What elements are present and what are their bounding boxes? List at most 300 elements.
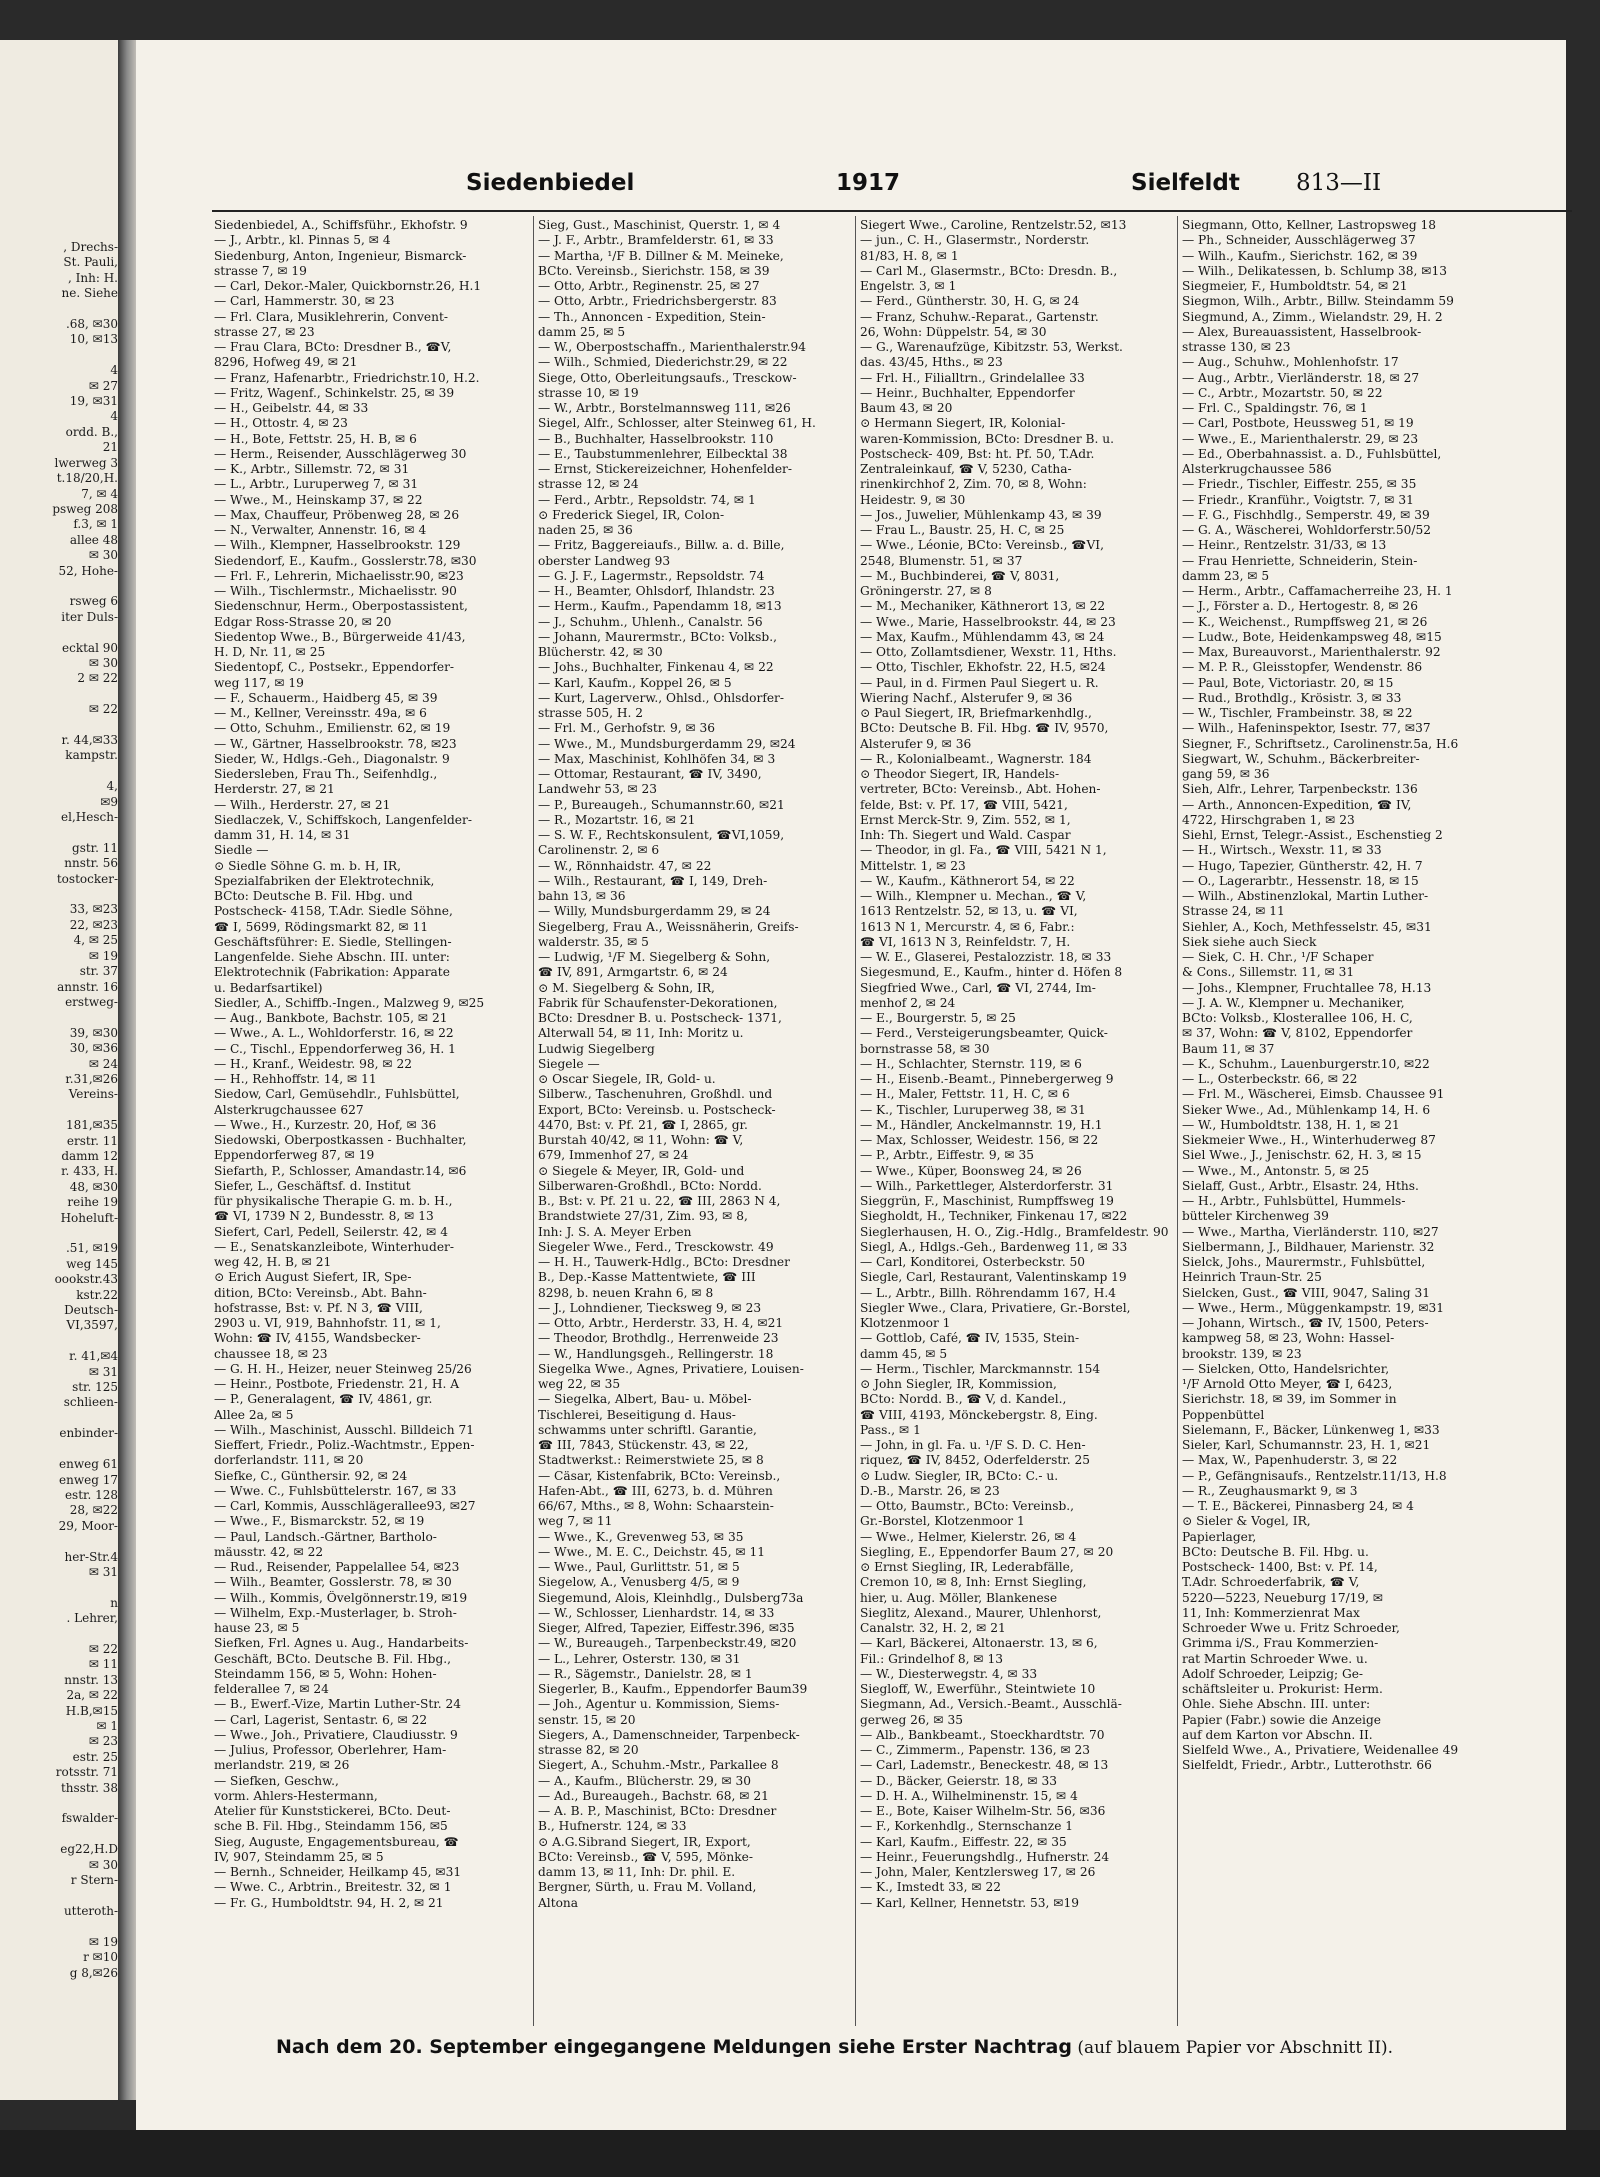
- directory-entry-line: Siegert, A., Schuhm.-Mstr., Parkallee 8: [538, 1758, 779, 1773]
- directory-entry-line: Siedlaczek, V., Schiffskoch, Langenfelder-: [214, 812, 472, 827]
- directory-entry-line: — Max, Chauffeur, Pröbenweg 28, ✉ 26: [214, 507, 460, 522]
- directory-entry-line: — Wwe., A. L., Wohldorferstr. 16, ✉ 22: [214, 1026, 454, 1041]
- directory-entry-line: — Karl, Kaufm., Koppel 26, ✉ 5: [538, 675, 732, 690]
- directory-entry-line: — Karl, Kaufm., Eiffestr. 22, ✉ 35: [860, 1834, 1067, 1849]
- left-page-fragment: 2 ✉ 22: [77, 671, 118, 686]
- left-page-fragment: 4: [110, 409, 118, 424]
- directory-entry-line: ⊙ Hermann Siegert, IR, Kolonial-: [860, 416, 1066, 431]
- directory-entry-line: — H., Maler, Fettstr. 11, H. C, ✉ 6: [860, 1087, 1070, 1102]
- directory-entry-line: 8296, Hofweg 49, ✉ 21: [214, 355, 358, 370]
- directory-entry-line: — J., Förster a. D., Hertogestr. 8, ✉ 26: [1182, 599, 1419, 614]
- directory-entry-line: — Carl, Hammerstr. 30, ✉ 23: [214, 294, 395, 309]
- directory-entry-line: — Theodor, Brothdlg., Herrenweide 23: [538, 1331, 779, 1346]
- directory-entry-line: Sieg, Auguste, Engagementsbureau, ☎: [214, 1834, 459, 1849]
- directory-entry-line: damm 31, H. 14, ✉ 31: [214, 828, 351, 842]
- directory-entry-line: Siefert, Carl, Pedell, Seilerstr. 42, ✉ 4: [214, 1224, 449, 1239]
- directory-entry-line: — Willy, Mundsburgerdamm 29, ✉ 24: [538, 904, 771, 919]
- directory-entry-line: strasse 505, H. 2: [538, 706, 643, 720]
- directory-entry-line: — Wilh., Klempner u. Mechan., ☎ V,: [860, 889, 1087, 903]
- left-page-fragment: Deutsch-: [64, 1303, 118, 1318]
- directory-entry-line: — Rud., Reisender, Pappelallee 54, ✉23: [214, 1560, 460, 1574]
- left-page-fragment: [0, 579, 118, 594]
- directory-entry-line: — Carl, Konditorei, Osterbeckstr. 50: [860, 1255, 1086, 1269]
- left-page-fragment: ✉ 30: [88, 548, 118, 563]
- directory-entry-line: Siegling, E., Eppendorfer Baum 27, ✉ 20: [860, 1544, 1114, 1559]
- left-page-fragment: [0, 825, 118, 840]
- directory-entry-line: felde, Bst: v. Pf. 17, ☎ VIII, 5421,: [860, 797, 1068, 812]
- directory-entry-line: Siegmon, Wilh., Arbtr., Billw. Steindamm 59: [1182, 294, 1454, 309]
- directory-entry-line: — Fritz, Baggereiaufs., Billw. a. d. Bille,: [538, 538, 785, 553]
- directory-entry-line: — Carl, Kommis, Ausschlägerallee93, ✉27: [214, 1499, 476, 1513]
- directory-entry-line: — R., Kolonialbeamt., Wagnerstr. 184: [860, 751, 1092, 766]
- left-page-fragment: [0, 1580, 118, 1595]
- directory-entry-line: — Carl, Dekor.-Maler, Quickbornstr.26, H.1: [214, 279, 482, 293]
- left-page-fragment: enbinder-: [59, 1426, 118, 1441]
- directory-entry-line: — Max, W., Papenhuderstr. 3, ✉ 22: [1182, 1453, 1398, 1468]
- directory-entry-line: Siegeler Wwe., Ferd., Tresckowstr. 49: [538, 1239, 774, 1254]
- directory-entry-line: damm 13, ✉ 11, Inh: Dr. phil. E.: [538, 1865, 736, 1879]
- directory-entry-line: — Otto, Baumstr., BCto: Vereinsb.,: [860, 1499, 1075, 1513]
- directory-entry-line: Klotzenmoor 1: [860, 1316, 951, 1330]
- directory-entry-line: — W. E., Glaserei, Pestalozzistr. 18, ✉ 33: [860, 950, 1112, 964]
- directory-entry-line: Elektrotechnik (Fabrikation: Apparate: [214, 965, 450, 980]
- directory-column-1: [214, 218, 524, 1911]
- directory-entry-line: ⊙ Erich August Siefert, IR, Spe-: [214, 1270, 412, 1285]
- directory-entry-line: — Frau Clara, BCto: Dresdner B., ☎V,: [214, 340, 452, 354]
- directory-entry-line: Siegerler, B., Kaufm., Eppendorfer Baum39: [538, 1682, 808, 1696]
- directory-entry-line: — S. W. F., Rechtskonsulent, ☎VI,1059,: [538, 828, 785, 842]
- directory-entry-line: — Ferd., Güntherstr. 30, H. G, ✉ 24: [860, 294, 1080, 309]
- directory-entry-line: — Ed., Oberbahnassist. a. D., Fuhlsbüttel,: [1182, 446, 1442, 461]
- directory-entry-line: — B., Buchhalter, Hasselbrookstr. 110: [538, 431, 774, 446]
- directory-entry-line: weg 42, H. B, ✉ 21: [214, 1255, 332, 1269]
- directory-entry-line: — M., Kellner, Vereinsstr. 49a, ✉ 6: [214, 706, 427, 720]
- left-page-fragment: ✉ 1: [96, 1719, 118, 1733]
- directory-entry-line: — F. G., Fischhdlg., Semperstr. 49, ✉ 39: [1182, 507, 1430, 522]
- directory-entry-line: ☎ I, 5699, Rödingsmarkt 82, ✉ 11: [214, 919, 429, 934]
- left-page-fragment: kstr.22: [76, 1287, 118, 1302]
- directory-entry-line: Allee 2a, ✉ 5: [214, 1407, 294, 1422]
- directory-entry-line: — Wwe., Paul, Gurlittstr. 51, ✉ 5: [538, 1560, 740, 1574]
- directory-entry-line: — D., Bäcker, Geierstr. 18, ✉ 33: [860, 1773, 1058, 1788]
- header-year: 1917: [836, 170, 901, 196]
- directory-entry-line: Edgar Ross-Strasse 20, ✉ 20: [214, 614, 392, 629]
- directory-entry-line: — Wwe., Joh., Privatiere, Claudiusstr. 9: [214, 1727, 458, 1742]
- directory-entry-line: — Ludw., Bote, Heidenkampsweg 48, ✉15: [1182, 629, 1442, 644]
- directory-entry-line: ✉ 37, Wohn: ☎ V, 8102, Eppendorfer: [1182, 1026, 1413, 1041]
- directory-entry-line: — Wwe., Marie, Hasselbrookstr. 44, ✉ 23: [860, 614, 1116, 629]
- directory-entry-line: — Th., Annoncen - Expedition, Stein-: [538, 309, 766, 324]
- directory-entry-line: — K., Schuhm., Lauenburgerstr.10, ✉22: [1182, 1056, 1430, 1071]
- directory-entry-line: — Wilh., Hafeninspektor, Isestr. 77, ✉37: [1182, 721, 1431, 736]
- left-page-fragment: [0, 348, 118, 363]
- directory-entry-line: — Max, Schlosser, Weidestr. 156, ✉ 22: [860, 1133, 1099, 1147]
- left-page-fragment: VI,3597,: [66, 1318, 118, 1333]
- left-page-fragment: ordd. B.,: [65, 424, 118, 439]
- directory-entry-line: — Wwe., M., Heinskamp 37, ✉ 22: [214, 492, 423, 507]
- directory-entry-line: — G. A., Wäscherei, Wohldorferstr.50/52: [1182, 523, 1432, 537]
- directory-entry-line: — Aug., Schuhw., Mohlenhofstr. 17: [1182, 355, 1399, 370]
- directory-entry-line: hause 23, ✉ 5: [214, 1621, 300, 1635]
- left-page-fragment: eg22,H.D: [60, 1842, 118, 1857]
- directory-entry-line: ☎ VIII, 4193, Mönckebergstr. 8, Eing.: [860, 1407, 1098, 1422]
- directory-entry-line: Sielcken, Gust., ☎ VIII, 9047, Saling 31: [1182, 1285, 1430, 1300]
- left-page-fragment: estr. 25: [72, 1749, 118, 1764]
- footer-text-2: eingegangene Meldungen siehe Erster Nachtrag: [547, 2036, 1072, 2058]
- left-page-fragment: 29, Moor-: [58, 1518, 118, 1533]
- directory-entry-line: D.-B., Marstr. 26, ✉ 23: [860, 1483, 1000, 1498]
- directory-entry-line: — Bernh., Schneider, Heilkamp 45, ✉31: [214, 1865, 462, 1879]
- directory-entry-line: BCto: Deutsche B. Fil. Hbg. und: [214, 889, 413, 903]
- directory-entry-line: — Otto, Schuhm., Emilienstr. 62, ✉ 19: [214, 721, 451, 736]
- directory-entry-line: Siegl, A., Hdlgs.-Geh., Bardenweg 11, ✉ 33: [860, 1239, 1128, 1254]
- directory-entry-line: — W., Diesterwegstr. 4, ✉ 33: [860, 1666, 1038, 1681]
- directory-entry-line: für physikalische Therapie G. m. b. H.,: [214, 1194, 453, 1208]
- left-page-fragment: [0, 1888, 118, 1903]
- directory-entry-line: — H., Eisenb.-Beamt., Pinnebergerweg 9: [860, 1072, 1114, 1086]
- left-page-fragment: iter Duls-: [61, 609, 118, 624]
- left-page-fragment: 4: [110, 363, 118, 378]
- directory-entry-line: — W., Handlungsgeh., Rellingerstr. 18: [538, 1346, 774, 1361]
- left-page-fragment: ✉ 19: [88, 1934, 118, 1949]
- directory-entry-line: — Carl, Lademstr., Beneckestr. 48, ✉ 13: [860, 1758, 1109, 1773]
- directory-entry-line: ⊙ M. Siegelberg & Sohn, IR,: [538, 980, 715, 995]
- directory-entry-line: — Herm., Kaufm., Papendamm 18, ✉13: [538, 599, 782, 614]
- directory-column-4: [1182, 218, 1492, 1774]
- directory-entry-line: — Frau Henriette, Schneiderin, Stein-: [1182, 553, 1418, 568]
- directory-entry-line: Siegelka Wwe., Agnes, Privatiere, Louisen-: [538, 1361, 804, 1376]
- directory-entry-line: senstr. 15, ✉ 20: [538, 1712, 636, 1727]
- directory-entry-line: — R., Mozartstr. 16, ✉ 21: [538, 812, 696, 827]
- left-page-fragment: f.3, ✉ 1: [73, 517, 118, 532]
- directory-entry-line: Sielaff, Gust., Arbtr., Elsastr. 24, Hths.: [1182, 1178, 1419, 1193]
- directory-entry-line: Ernst Merck-Str. 9, Zim. 552, ✉ 1,: [860, 812, 1071, 827]
- directory-entry-line: Ludwig Siegelberg: [538, 1041, 655, 1056]
- directory-entry-line: Geschäftsführer: E. Siedle, Stellingen-: [214, 934, 452, 949]
- directory-entry-line: Brandstwiete 27/31, Zim. 93, ✉ 8,: [538, 1209, 748, 1224]
- left-page-fragment: [0, 1103, 118, 1118]
- left-page-fragment: rsweg 6: [69, 594, 118, 609]
- directory-entry-line: — M., Händler, Anckelmannstr. 19, H.1: [860, 1117, 1103, 1132]
- directory-entry-line: ⊙ Sieler & Vogel, IR,: [1182, 1514, 1311, 1529]
- directory-entry-line: strasse 27, ✉ 23: [214, 324, 315, 339]
- directory-entry-line: — John, in gl. Fa. u. ¹/F S. D. C. Hen-: [860, 1438, 1086, 1452]
- directory-entry-line: — Otto, Arbtr., Friedrichsbergerstr. 83: [538, 294, 777, 309]
- directory-entry-line: — Ludwig, ¹/F M. Siegelberg & Sohn,: [538, 950, 771, 964]
- left-page-fragment: r. 41,✉4: [69, 1349, 118, 1364]
- directory-entry-line: strasse 12, ✉ 24: [538, 477, 639, 492]
- left-page-fragment: .51, ✉19: [65, 1241, 118, 1256]
- directory-entry-line: — Otto, Arbtr., Reginenstr. 25, ✉ 27: [538, 279, 760, 293]
- directory-entry-line: — H., Kranf., Weidestr. 98, ✉ 22: [214, 1056, 412, 1071]
- left-page-fragment: ✉ 31: [88, 1564, 118, 1579]
- directory-entry-line: Eppendorferweg 87, ✉ 19: [214, 1148, 375, 1163]
- directory-entry-line: — Wilhelm, Exp.-Musterlager, b. Stroh-: [214, 1605, 457, 1620]
- left-page-fragment: erstweg-: [65, 994, 118, 1009]
- directory-entry-line: — W., Arbtr., Borstelmannsweg 111, ✉26: [538, 401, 791, 415]
- left-page-fragment: 22, ✉23: [69, 917, 118, 932]
- directory-entry-line: Siefarth, P., Schlosser, Amandastr.14, ✉6: [214, 1163, 467, 1178]
- directory-entry-line: — Johann, Wirtsch., ☎ IV, 1500, Peters-: [1182, 1316, 1429, 1330]
- directory-entry-line: Siegle, Carl, Restaurant, Valentinskamp 19: [860, 1270, 1127, 1285]
- directory-entry-line: Postscheck- 4158, T.Adr. Siedle Söhne,: [214, 904, 453, 919]
- left-page-fragment: 48, ✉30: [69, 1179, 118, 1194]
- left-page-fragment: n: [110, 1595, 118, 1610]
- directory-entry-line: B., Hufnerstr. 124, ✉ 33: [538, 1819, 687, 1834]
- left-page-fragment: 2a, ✉ 22: [66, 1688, 118, 1703]
- left-page-fragment: [0, 625, 118, 640]
- directory-entry-line: — Jos., Juwelier, Mühlenkamp 43, ✉ 39: [860, 507, 1102, 522]
- directory-entry-line: ⊙ Ernst Siegling, IR, Lederabfälle,: [860, 1560, 1074, 1574]
- directory-entry-line: — Wilh., Delikatessen, b. Schlump 38, ✉13: [1182, 263, 1448, 278]
- left-page-fragment: allee 48: [69, 532, 118, 547]
- left-page-fragment: her-Str.4: [64, 1549, 118, 1564]
- directory-entry-line: menhof 2, ✉ 24: [860, 995, 956, 1010]
- directory-entry-line: — Wwe., Herm., Müggenkampstr. 19, ✉31: [1182, 1300, 1445, 1315]
- directory-entry-line: — Hugo, Tapezier, Güntherstr. 42, H. 7: [1182, 858, 1423, 873]
- left-page-fragment: Hoheluft-: [60, 1210, 118, 1225]
- directory-entry-line: — P., Arbtr., Eiffestr. 9, ✉ 35: [860, 1148, 1034, 1163]
- directory-entry-line: Sieh, Alfr., Lehrer, Tarpenbeckstr. 136: [1182, 782, 1418, 797]
- left-page-fragment: el,Hesch-: [61, 810, 118, 825]
- directory-entry-line: ⊙ Frederick Siegel, IR, Colon-: [538, 507, 725, 522]
- directory-entry-line: hofstrasse, Bst: v. Pf. N 3, ☎ VIII,: [214, 1300, 423, 1315]
- directory-entry-line: — L., Lehrer, Osterstr. 130, ✉ 31: [538, 1651, 741, 1666]
- directory-entry-line: Siefer, L., Geschäftsf. d. Institut: [214, 1178, 411, 1193]
- directory-entry-line: — C., Tischl., Eppendorferweg 36, H. 1: [214, 1041, 456, 1056]
- directory-entry-line: Grimma i/S., Frau Kommerzien-: [1182, 1636, 1379, 1651]
- left-page-fragment: ✉ 24: [88, 1056, 118, 1071]
- directory-entry-line: Siehl, Ernst, Telegr.-Assist., Eschenstieg 2: [1182, 828, 1443, 842]
- directory-entry-line: B., Bst: v. Pf. 21 u. 22, ☎ III, 2863 N 4,: [538, 1194, 781, 1208]
- directory-entry-line: — H., Rehhoffstr. 14, ✉ 11: [214, 1072, 377, 1086]
- directory-entry-line: — Wwe., Küper, Boonsweg 24, ✉ 26: [860, 1163, 1082, 1178]
- footer-tail: (auf blauem Papier vor Abschnitt II).: [1071, 2038, 1394, 2058]
- directory-entry-line: BCto: Dresdner B. u. Postscheck- 1371,: [538, 1011, 782, 1025]
- directory-entry-line: Sieker Wwe., Ad., Mühlenkamp 14, H. 6: [1182, 1102, 1431, 1117]
- directory-entry-line: vertreter, BCto: Vereinsb., Abt. Hohen-: [860, 782, 1101, 797]
- left-page-fragment: damm 12: [61, 1148, 118, 1163]
- directory-entry-line: — Wwe. C., Arbtrin., Breitestr. 32, ✉ 1: [214, 1880, 452, 1895]
- left-page-fragment: [0, 887, 118, 902]
- directory-entry-line: ☎ VI, 1613 N 3, Reinfeldstr. 7, H.: [860, 934, 1071, 949]
- directory-entry-line: schwamms unter schriftl. Garantie,: [538, 1422, 757, 1437]
- directory-entry-line: 1613 Rentzelstr. 52, ✉ 13, u. ☎ VI,: [860, 904, 1078, 919]
- directory-entry-line: — Wwe., M., Mundsburgerdamm 29, ✉24: [538, 736, 796, 751]
- left-page-fragment: [0, 1919, 118, 1934]
- directory-entry-line: Heidestr. 9, ✉ 30: [860, 492, 966, 507]
- directory-entry-line: — Franz, Hafenarbtr., Friedrichstr.10, H.2.: [214, 370, 480, 385]
- directory-entry-line: waren-Kommission, BCto: Dresdner B. u.: [860, 431, 1114, 446]
- directory-entry-line: — Wilh., Maschinist, Ausschl. Billdeich 71: [214, 1422, 474, 1437]
- directory-entry-line: Gr.-Borstel, Klotzenmoor 1: [860, 1514, 1025, 1529]
- directory-entry-line: — Max, Kaufm., Mühlendamm 43, ✉ 24: [860, 629, 1105, 644]
- directory-entry-line: — K., Imstedt 33, ✉ 22: [860, 1880, 1001, 1895]
- column-divider: [533, 216, 534, 2026]
- directory-entry-line: Herderstr. 27, ✉ 21: [214, 782, 335, 797]
- directory-entry-line: — Wilh., Herderstr. 27, ✉ 21: [214, 797, 391, 812]
- directory-entry-line: — W., Rönnhaidstr. 47, ✉ 22: [538, 858, 712, 873]
- left-page-fragment: .68, ✉30: [65, 317, 118, 332]
- directory-entry-line: 26, Wohn: Düppelstr. 54, ✉ 30: [860, 324, 1047, 339]
- directory-entry-line: Zentraleinkauf, ☎ V, 5230, Catha-: [860, 462, 1072, 476]
- directory-entry-line: weg 7, ✉ 11: [538, 1514, 613, 1529]
- directory-entry-line: — Ferd., Versteigerungsbeamter, Quick-: [860, 1026, 1108, 1041]
- left-page-fragment: 21: [102, 440, 118, 455]
- directory-entry-line: Sielemann, F., Bäcker, Lünkenweg 1, ✉33: [1182, 1422, 1440, 1437]
- directory-entry-line: — Heinr., Buchhalter, Eppendorfer: [860, 385, 1075, 400]
- directory-entry-line: Papierlager,: [1182, 1529, 1257, 1544]
- directory-entry-line: Siefke, C., Günthersir. 92, ✉ 24: [214, 1468, 408, 1483]
- directory-entry-line: — Ph., Schneider, Ausschlägerweg 37: [1182, 233, 1416, 248]
- directory-entry-line: — J. F., Arbtr., Bramfelderstr. 61, ✉ 33: [538, 233, 774, 248]
- directory-entry-line: Siedenbiedel, A., Schiffsführ., Ekhofstr. 9: [214, 218, 468, 232]
- directory-entry-line: — P., Generalagent, ☎ IV, 4861, gr.: [214, 1392, 433, 1407]
- directory-entry-line: Siegers, A., Damenschneider, Tarpenbeck-: [538, 1727, 800, 1742]
- directory-entry-line: — Ernst, Stickereizeichner, Hohenfelder-: [538, 462, 792, 476]
- directory-entry-line: Siedendorf, E., Kaufm., Gosslerstr.78, ✉30: [214, 553, 477, 568]
- directory-entry-line: Sieger, Alfred, Tapezier, Eiffestr.396, ✉35: [538, 1621, 795, 1635]
- directory-entry-line: Siegmeier, F., Humboldtstr. 54, ✉ 21: [1182, 279, 1408, 293]
- directory-entry-line: Sierichstr. 18, ✉ 39, im Sommer in: [1182, 1392, 1397, 1407]
- left-page-fragment: utteroth-: [63, 1903, 118, 1918]
- directory-entry-line: Schroeder Wwe u. Fritz Schroeder,: [1182, 1621, 1400, 1635]
- directory-entry-line: Sielfeldt, Friedr., Arbtr., Lutterothstr. 66: [1182, 1758, 1432, 1773]
- left-page-fragment: r ✉10: [83, 1950, 118, 1965]
- directory-entry-line: IV, 907, Steindamm 25, ✉ 5: [214, 1849, 384, 1864]
- directory-entry-line: — Frl. Clara, Musiklehrerin, Convent-: [214, 309, 448, 324]
- directory-entry-line: u. Bedarfsartikel): [214, 980, 323, 995]
- directory-entry-line: — Heinr., Postbote, Friedenstr. 21, H. A: [214, 1377, 460, 1391]
- directory-entry-line: Hafen-Abt., ☎ III, 6273, b. d. Mühren: [538, 1483, 773, 1498]
- left-page-fragment: ✉ 30: [88, 1857, 118, 1872]
- scan-background: [0, 2130, 1600, 2177]
- directory-entry-line: kampweg 58, ✉ 23, Wohn: Hassel-: [1182, 1331, 1395, 1346]
- directory-entry-line: — Max, Bureauvorst., Marienthalerstr. 92: [1182, 645, 1441, 659]
- left-page-fragment: psweg 208: [52, 501, 118, 516]
- left-page-fragment: [0, 1796, 118, 1811]
- directory-entry-line: — Ad., Bureaugeh., Bachstr. 68, ✉ 21: [538, 1788, 769, 1803]
- left-page-fragment: St. Pauli,: [63, 255, 118, 270]
- directory-entry-line: Engelstr. 3, ✉ 1: [860, 279, 957, 293]
- left-page-fragment: tostocker-: [56, 871, 118, 886]
- directory-entry-line: — Cäsar, Kistenfabrik, BCto: Vereinsb.,: [538, 1468, 781, 1483]
- directory-entry-line: Atelier für Kunststickerei, BCto. Deut-: [214, 1804, 451, 1818]
- directory-entry-line: — L., Osterbeckstr. 66, ✉ 22: [1182, 1072, 1358, 1086]
- directory-entry-line: rat Martin Schroeder Wwe. u.: [1182, 1651, 1368, 1666]
- directory-entry-line: — Wwe., M. E. C., Deichstr. 45, ✉ 11: [538, 1544, 766, 1559]
- directory-entry-line: Siegfried Wwe., Carl, ☎ VI, 2744, Im-: [860, 980, 1096, 995]
- directory-entry-line: — P., Bureaugeh., Schumannstr.60, ✉21: [538, 797, 785, 812]
- directory-entry-line: — O., Lagerarbtr., Hessenstr. 18, ✉ 15: [1182, 873, 1419, 888]
- directory-entry-line: bütteler Kirchenweg 39: [1182, 1209, 1329, 1224]
- left-page-fragment: [0, 1411, 118, 1426]
- left-page-fragment: 28, ✉22: [69, 1503, 118, 1518]
- directory-entry-line: 4722, Hirschgraben 1, ✉ 23: [1182, 812, 1355, 827]
- directory-entry-line: Strasse 24, ✉ 11: [1182, 904, 1285, 919]
- left-page-fragment: 30, ✉36: [69, 1041, 118, 1056]
- directory-entry-line: rinenkirchhof 2, Zim. 70, ✉ 8, Wohn:: [860, 477, 1087, 492]
- directory-entry-line: — Ottomar, Restaurant, ☎ IV, 3490,: [538, 767, 762, 781]
- left-page-fragment: ✉ 23: [88, 1734, 118, 1749]
- directory-entry-line: strasse 10, ✉ 19: [538, 385, 639, 400]
- directory-entry-line: Sielbermann, J., Bildhauer, Marienstr. 32: [1182, 1239, 1435, 1254]
- directory-entry-line: — Wilh., Beamter, Gosslerstr. 78, ✉ 30: [214, 1575, 452, 1590]
- directory-entry-line: & Cons., Sillemstr. 11, ✉ 31: [1182, 965, 1355, 980]
- directory-entry-line: Baum 43, ✉ 20: [860, 401, 953, 415]
- directory-entry-line: — E., Bote, Kaiser Wilhelm-Str. 56, ✉36: [860, 1804, 1106, 1818]
- directory-entry-line: gerweg 26, ✉ 35: [860, 1712, 964, 1727]
- directory-entry-line: — H., Schlachter, Sternstr. 119, ✉ 6: [860, 1056, 1082, 1071]
- directory-entry-line: Siegmann, Ad., Versich.-Beamt., Ausschlä-: [860, 1697, 1122, 1712]
- directory-entry-line: — W., Bureaugeh., Tarpenbeckstr.49, ✉20: [538, 1636, 797, 1651]
- directory-entry-line: Silberw., Taschenuhren, Großhdl. und: [538, 1087, 773, 1102]
- left-page-fragment: thsstr. 38: [60, 1780, 118, 1795]
- directory-entry-line: Steindamm 156, ✉ 5, Wohn: Hohen-: [214, 1666, 437, 1681]
- directory-entry-line: hier, u. Aug. Möller, Blankenese: [860, 1590, 1058, 1605]
- directory-entry-line: schäftsleiter u. Prokurist: Herm.: [1182, 1682, 1383, 1696]
- left-page-fragment: 19, ✉31: [69, 394, 118, 409]
- left-page-fragment: str. 37: [79, 964, 118, 979]
- column-divider: [855, 216, 856, 2026]
- left-page-fragment: ✉ 11: [88, 1657, 118, 1672]
- directory-entry-line: Siegesmund, E., Kaufm., hinter d. Höfen 8: [860, 965, 1123, 980]
- directory-entry-line: — Heinr., Feuerungshdlg., Hufnerstr. 24: [860, 1849, 1110, 1864]
- directory-entry-line: — Paul, Landsch.-Gärtner, Bartholo-: [214, 1529, 437, 1544]
- directory-entry-line: — Frl. C., Spaldingstr. 76, ✉ 1: [1182, 401, 1368, 415]
- left-page-fragment: r Stern-: [70, 1873, 118, 1888]
- directory-entry-line: Fil.: Grindelhof 8, ✉ 13: [860, 1651, 1003, 1666]
- directory-entry-line: Siedentopf, C., Postsekr., Eppendorfer-: [214, 660, 455, 675]
- directory-entry-line: — P., Gefängnisaufs., Rentzelstr.11/13, H.8: [1182, 1468, 1447, 1483]
- directory-entry-line: — Wwe., M., Antonstr. 5, ✉ 25: [1182, 1163, 1370, 1178]
- directory-entry-line: BCto: Volksb., Klosterallee 106, H. C,: [1182, 1011, 1413, 1025]
- directory-entry-line: 4470, Bst: v. Pf. 21, ☎ I, 2865, gr.: [538, 1117, 748, 1132]
- directory-entry-line: — Wilh., Klempner, Hasselbrookstr. 129: [214, 538, 461, 553]
- directory-entry-line: 8298, b. neuen Krahn 6, ✉ 8: [538, 1285, 714, 1300]
- left-page-fragment: g 8,✉26: [69, 1965, 118, 1980]
- directory-entry-line: — Joh., Agentur u. Kommission, Siems-: [538, 1697, 780, 1712]
- directory-entry-line: dition, BCto: Vereinsb., Abt. Bahn-: [214, 1285, 427, 1300]
- directory-entry-line: felderallee 7, ✉ 24: [214, 1682, 329, 1696]
- left-page-fragment: ✉ 30: [88, 655, 118, 670]
- left-page-fragment: estr. 128: [64, 1487, 118, 1502]
- directory-entry-line: — Johs., Klempner, Fruchtallee 78, H.13: [1182, 980, 1432, 995]
- directory-entry-line: ⊙ Paul Siegert, IR, Briefmarkenhdlg.,: [860, 706, 1092, 720]
- directory-entry-line: Export, BCto: Vereinsb. u. Postscheck-: [538, 1102, 776, 1117]
- directory-entry-line: — H., Bote, Fettstr. 25, H. B, ✉ 6: [214, 431, 417, 446]
- directory-entry-line: Siegmann, Otto, Kellner, Lastropsweg 18: [1182, 218, 1437, 232]
- left-page-fragment: oookstr.43: [54, 1272, 118, 1287]
- directory-page: [136, 40, 1566, 2130]
- left-page-fragment: lwerweg 3: [54, 455, 118, 470]
- directory-entry-line: auf dem Karton vor Abschn. II.: [1182, 1727, 1373, 1742]
- directory-entry-line: Postscheck- 409, Bst: ht. Pf. 50, T.Adr.: [860, 446, 1095, 461]
- left-page-fragment: annstr. 16: [57, 979, 118, 994]
- directory-entry-line: Alterwall 54, ✉ 11, Inh: Moritz u.: [538, 1026, 744, 1041]
- directory-entry-line: — J., Lohndiener, Tiecksweg 9, ✉ 23: [538, 1300, 762, 1315]
- left-page-fragment: 39, ✉30: [69, 1025, 118, 1040]
- directory-entry-line: weg 117, ✉ 19: [214, 675, 304, 690]
- directory-entry-line: — Frau L., Baustr. 25, H. C, ✉ 25: [860, 523, 1065, 537]
- directory-entry-line: Siedowski, Oberpostkassen - Buchhalter,: [214, 1133, 467, 1147]
- directory-entry-line: Landwehr 53, ✉ 23: [538, 782, 658, 797]
- directory-entry-line: Baum 11, ✉ 37: [1182, 1041, 1275, 1056]
- directory-entry-line: B., Dep.-Kasse Mattentwiete, ☎ III: [538, 1270, 756, 1285]
- left-page-fragment: , Drechs-: [63, 240, 118, 254]
- directory-entry-line: — C., Arbtr., Mozartstr. 50, ✉ 22: [1182, 385, 1383, 400]
- directory-entry-line: — G. J. F., Lagermstr., Repsoldstr. 74: [538, 568, 765, 583]
